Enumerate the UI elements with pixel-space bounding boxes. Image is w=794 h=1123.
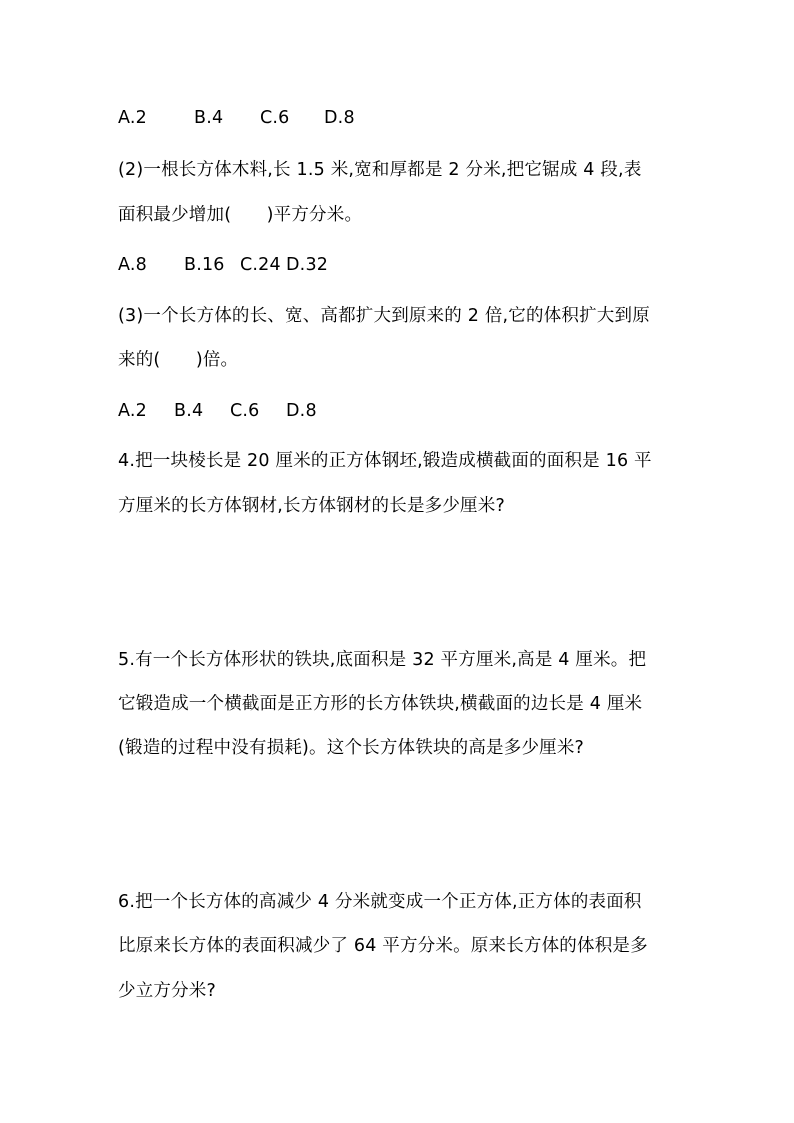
problem5-text-line2: 它锻造成一个横截面是正方形的长方体铁块,横截面的边长是 4 厘米: [118, 694, 643, 714]
q1-option-c: C.6: [260, 108, 290, 128]
q3-text-line1: (3)一个长方体的长、宽、高都扩大到原来的 2 倍,它的体积扩大到原: [118, 306, 650, 326]
q3-option-d: D.8: [286, 401, 317, 421]
problem5-text-line1: 5.有一个长方体形状的铁块,底面积是 32 平方厘米,高是 4 厘米。把: [118, 650, 647, 670]
q3-option-a: A.2: [118, 401, 147, 421]
q2-text-line2: 面积最少增加( )平方分米。: [118, 205, 363, 225]
problem6-text-line3: 少立方分米?: [118, 981, 216, 1001]
q2-text-line1: (2)一根长方体木料,长 1.5 米,宽和厚都是 2 分米,把它锯成 4 段,表: [118, 160, 642, 180]
problem6-text-line2: 比原来长方体的表面积减少了 64 平方分米。原来长方体的体积是多: [118, 936, 648, 956]
q3-option-c: C.6: [230, 401, 260, 421]
q2-option-a: A.8: [118, 255, 147, 275]
q3-option-b: B.4: [174, 401, 204, 421]
problem6-text-line1: 6.把一个长方体的高减少 4 分米就变成一个正方体,正方体的表面积: [118, 892, 642, 912]
problem5-text-line3: (锻造的过程中没有损耗)。这个长方体铁块的高是多少厘米?: [118, 738, 585, 758]
q1-option-a: A.2: [118, 108, 147, 128]
q3-options: [118, 399, 317, 423]
q3-text-line2: 来的( )倍。: [118, 350, 239, 370]
q1-option-b: B.4: [194, 108, 224, 128]
q2-option-d: D.32: [286, 255, 329, 275]
q2-options: [118, 253, 328, 277]
q2-option-b: B.16: [184, 255, 225, 275]
problem4-text-line1: 4.把一块棱长是 20 厘米的正方体钢坯,锻造成横截面的面积是 16 平: [118, 451, 652, 471]
q2-option-c: C.24: [240, 255, 281, 275]
problem4-text-line2: 方厘米的长方体钢材,长方体钢材的长是多少厘米?: [118, 496, 505, 516]
q1-option-d: D.8: [324, 108, 355, 128]
q1-options: [118, 106, 355, 130]
